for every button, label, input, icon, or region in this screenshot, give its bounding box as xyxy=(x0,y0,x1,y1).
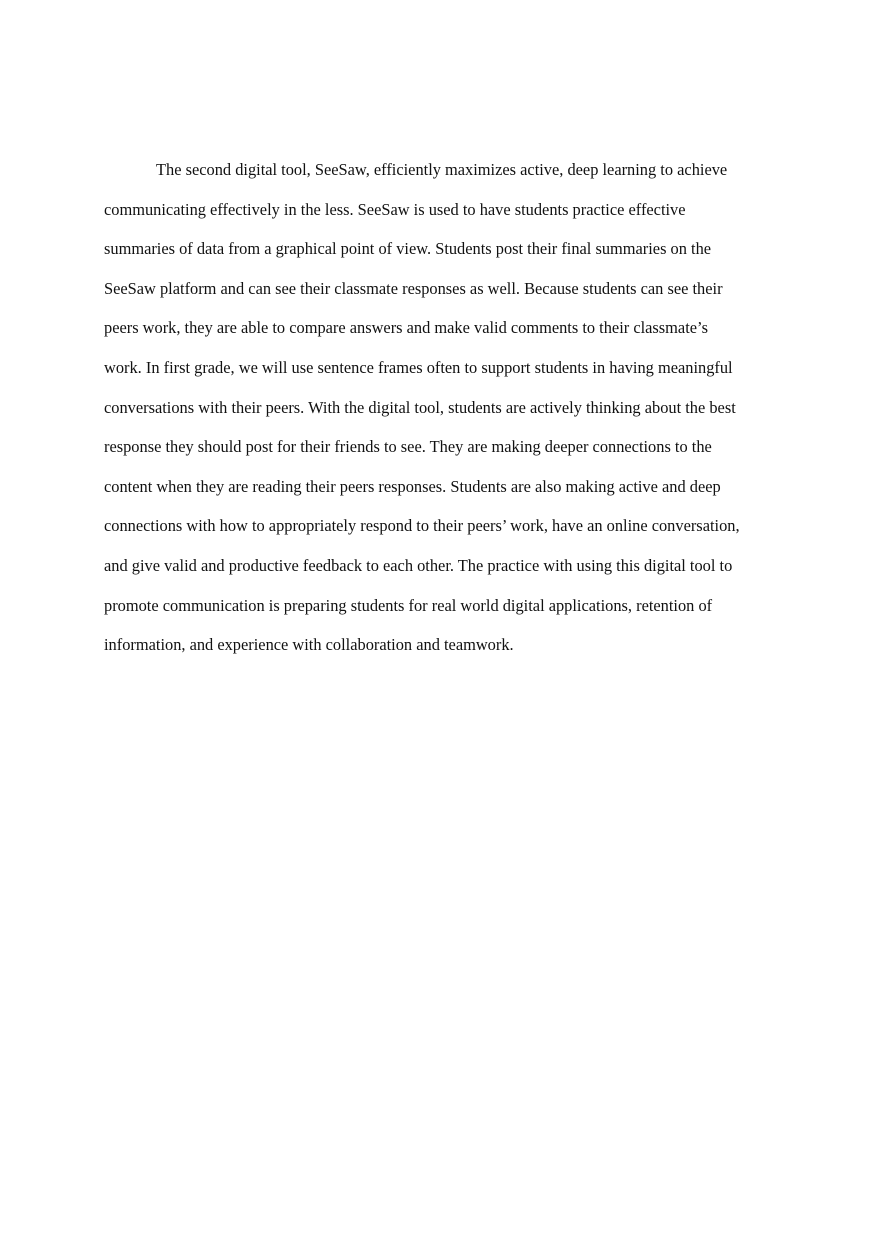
paragraph-line: summaries of data from a graphical point of view. Students post their final summaries on the xyxy=(104,239,712,259)
paragraph-line: promote communication is preparing students for real world digital applications, retention of xyxy=(104,595,713,615)
body-paragraph xyxy=(104,150,784,665)
paragraph-line: response they should post for their friends to see. They are making deeper connections to the xyxy=(104,437,712,457)
paragraph-line: information, and experience with collaboration and teamwork. xyxy=(104,635,514,655)
paragraph-line: SeeSaw platform and can see their classmate responses as well. Because students can see their xyxy=(104,278,723,298)
paragraph-line: work. In first grade, we will use sentence frames often to support students in having meaningful xyxy=(104,357,733,377)
paragraph-line: peers work, they are able to compare answers and make valid comments to their classmate’s xyxy=(104,318,708,338)
paragraph-line: connections with how to appropriately respond to their peers’ work, have an online conversation, xyxy=(104,516,740,536)
paragraph-line: content when they are reading their peers responses. Students are also making active and deep xyxy=(104,476,721,496)
paragraph-line: communicating effectively in the less. SeeSaw is used to have students practice effective xyxy=(104,199,686,219)
paragraph-line: conversations with their peers. With the digital tool, students are actively thinking about the best xyxy=(104,397,736,417)
paragraph-line: and give valid and productive feedback to each other. The practice with using this digital tool to xyxy=(104,555,733,575)
paragraph-line: The second digital tool, SeeSaw, efficiently maximizes active, deep learning to achieve xyxy=(156,160,728,179)
